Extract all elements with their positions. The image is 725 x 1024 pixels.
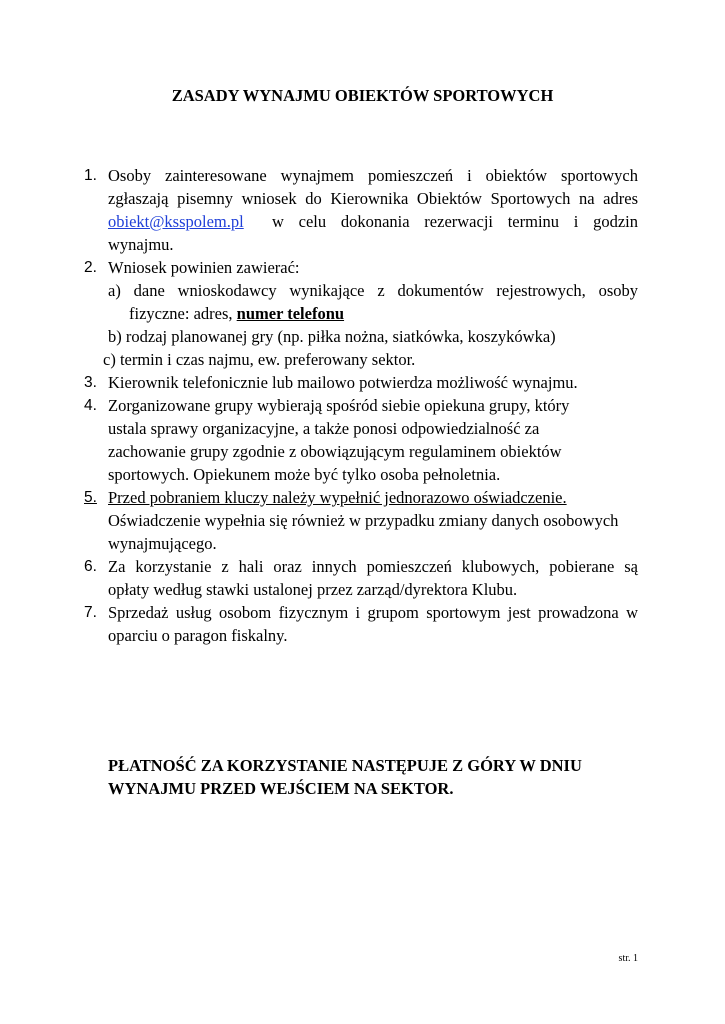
page-title: ZASADY WYNAJMU OBIEKTÓW SPORTOWYCH [171, 86, 554, 105]
item-4-line-4: sportowych. Opiekunem może być tylko osoba pełnoletnia. [108, 465, 501, 484]
item-7-line-2: oparciu o paragon fiskalny. [108, 626, 288, 645]
email-link[interactable]: obiekt@ksspolem.pl [108, 212, 244, 231]
item-5-line-2: Oświadczenie wypełnia się również w przypadku zmiany danych osobowych [108, 511, 619, 530]
item-2-line-1: Wniosek powinien zawierać: [108, 258, 300, 277]
item-number: 6. [84, 558, 97, 575]
item-number: 2. [84, 259, 97, 276]
item-number: 4. [84, 397, 97, 414]
phone-number-emphasis: numer telefonu [236, 304, 345, 323]
item-1-line-2: zgłaszają pisemny wniosek do Kierownika Obiektów Sportowych na adres [108, 189, 638, 208]
item-4-line-2: ustala sprawy organizacyjne, a także ponosi odpowiedzialność za [108, 419, 540, 438]
payment-notice-line-2: WYNAJMU PRZED WEJŚCIEM NA SEKTOR. [108, 779, 454, 798]
item-5-line-1: Przed pobraniem kluczy należy wypełnić jednorazowo oświadczenie. [108, 488, 567, 507]
sub-a-text: fizyczne: adres, [129, 304, 233, 323]
payment-notice-line-1: PŁATNOŚĆ ZA KORZYSTANIE NASTĘPUJE Z GÓRY W DNIU [108, 756, 582, 775]
email-link-line [108, 212, 244, 232]
item-1-line-4: wynajmu. [108, 235, 174, 254]
item-6-line-1: Za korzystanie z hali oraz innych pomieszczeń klubowych, pobierane są [108, 557, 638, 576]
item-number: 5. [84, 489, 97, 506]
item-3-line-1: Kierownik telefonicznie lub mailowo potwierdza możliwość wynajmu. [108, 373, 578, 392]
item-2-sub-a-line-2 [129, 304, 344, 324]
item-number: 1. [84, 167, 97, 184]
item-6-line-2: opłaty według stawki ustalonej przez zarząd/dyrektora Klubu. [108, 580, 518, 599]
page-number: str. 1 [618, 953, 638, 964]
item-7-line-1: Sprzedaż usług osobom fizycznym i grupom sportowym jest prowadzona w [108, 603, 638, 622]
item-4-line-3: zachowanie grupy zgodnie z obowiązującym regulaminem obiektów [108, 442, 562, 461]
item-5-line-3: wynajmującego. [108, 534, 217, 553]
item-1-line-1: Osoby zainteresowane wynajmem pomieszczeń i obiektów sportowych [108, 166, 638, 185]
item-2-sub-a-line-1: a) dane wnioskodawcy wynikające z dokumentów rejestrowych, osoby [108, 281, 638, 300]
item-4-line-1: Zorganizowane grupy wybierają spośród siebie opiekuna grupy, który [108, 396, 570, 415]
item-number: 7. [84, 604, 97, 621]
item-2-sub-c: c) termin i czas najmu, ew. preferowany sektor. [103, 350, 416, 369]
item-1-line-3: w celu dokonania rezerwacji terminu i godzin [272, 212, 638, 231]
item-2-sub-b: b) rodzaj planowanej gry (np. piłka nożna, siatkówka, koszykówka) [108, 327, 556, 346]
item-number: 3. [84, 374, 97, 391]
